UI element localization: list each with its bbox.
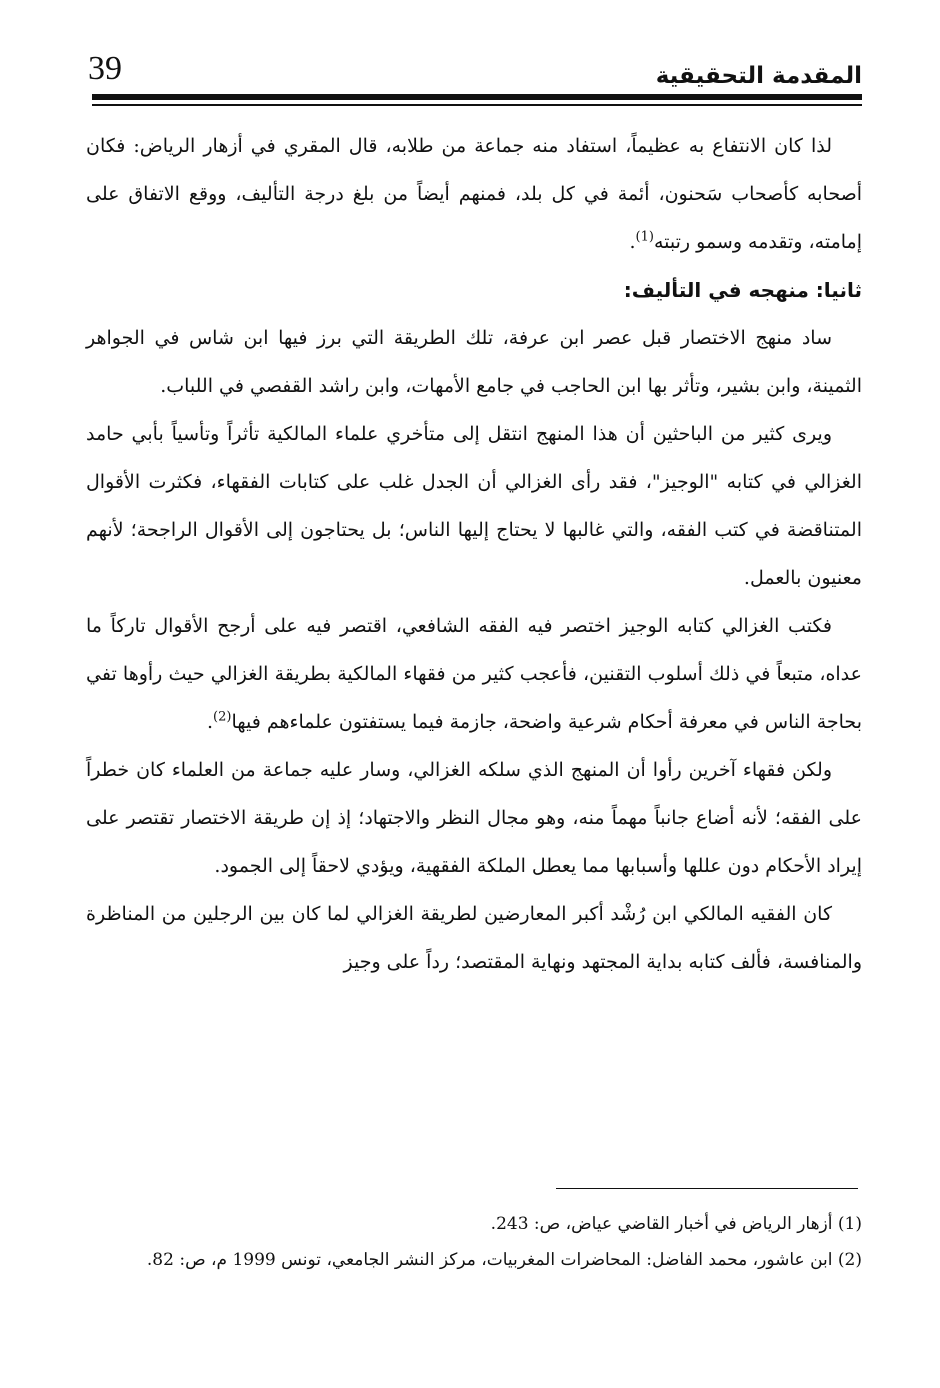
paragraph-4 [86,602,862,746]
page-header [84,50,862,90]
footnote-separator [556,1188,858,1189]
header-rule-thick [92,94,862,100]
footnote-ref-1: (1) [635,229,654,245]
footnote-2: (2) ابن عاشور، محمد الفاضل: المحاضرات المغربيات، مركز النشر الجامعي، تونس 1999 م، ص: 82. [146,1250,862,1270]
paragraph-3: ويرى كثير من الباحثين أن هذا المنهج انتقل إلى متأخري علماء المالكية تأثراً وتأسياً بأبي حامد الغزالي في كتابه "الوجيز"، فقد رأى الغزالي أن الجدل غلب على كتابات الفقهاء، فكثرت الأقوال المتناقضة في كتب الفقه، والتي غالبها لا يحتاج إليها الناس؛ بل يحتاجون إلى الأقوال الراجحة؛ لأنهم معنيون بالعمل. [86,423,862,589]
footnote-1: (1) أزهار الرياض في أخبار القاضي عياض، ص: 243. [490,1214,862,1234]
paragraph-6: كان الفقيه المالكي ابن رُشْد أكبر المعارضين لطريقة الغزالي لما كان بين الرجلين من المناظرة والمنافسة، فألف كتابه بداية المجتهد ونهاية المقتصد؛ رداً على وجيز [86,903,862,973]
paragraph-4-end: . [206,711,214,733]
header-rule-thin [92,104,862,106]
paragraph-1-end: . [629,231,636,253]
paragraph-1 [86,122,862,266]
paragraph-2: ساد منهج الاختصار قبل عصر ابن عرفة، تلك الطريقة التي برز فيها ابن شاس في الجواهر الثمينة، وابن بشير، وتأثر بها ابن الحاجب في جامع الأمهات، وابن راشد القفصي في اللباب. [86,327,862,397]
paragraph-4-text: فكتب الغزالي كتابه الوجيز اختصر فيه الفقه الشافعي، اقتصر فيه على أرجح الأقوال تاركاً ما عداه، متبعاً في ذلك أسلوب التقنين، فأعجب كثير من فقهاء المالكية بطريقة الغزالي حيث رأوها تفي بحاجة الناس في معرفة أحكام شرعية واضحة، جازمة فيما يستفتون علماءهم فيها [86,615,862,733]
page-number: 39 [88,50,122,87]
main-text [86,122,862,986]
paragraph-1-text: لذا كان الانتفاع به عظيماً، استفاد منه جماعة من طلابه، قال المقري في أزهار الرياض: فكان أصحابه كأصحاب سَحنون، أئمة في كل بلد، فمنهم أيضاً من بلغ درجة التأليف، ووقع الاتفاق على إمامته، وتقدمه وسمو رتبته [86,135,862,253]
section-heading: ثانيا: منهجه في التأليف: [623,278,862,302]
footnote-ref-2: (2) [213,709,232,725]
running-title: المقدمة التحقيقية [655,63,862,89]
paragraph-5: ولكن فقهاء آخرين رأوا أن المنهج الذي سلكه الغزالي، وسار عليه جماعة من العلماء كان خطراً على الفقه؛ لأنه أضاع جانباً مهماً منه، وهو مجال النظر والاجتهاد؛ إذ إن طريقة الاختصار تقتصر على إيراد الأحكام دون عللها وأسبابها مما يعطل الملكة الفقهية، ويؤدي لاحقاً إلى الجمود. [86,759,862,877]
footnotes [86,1206,862,1278]
